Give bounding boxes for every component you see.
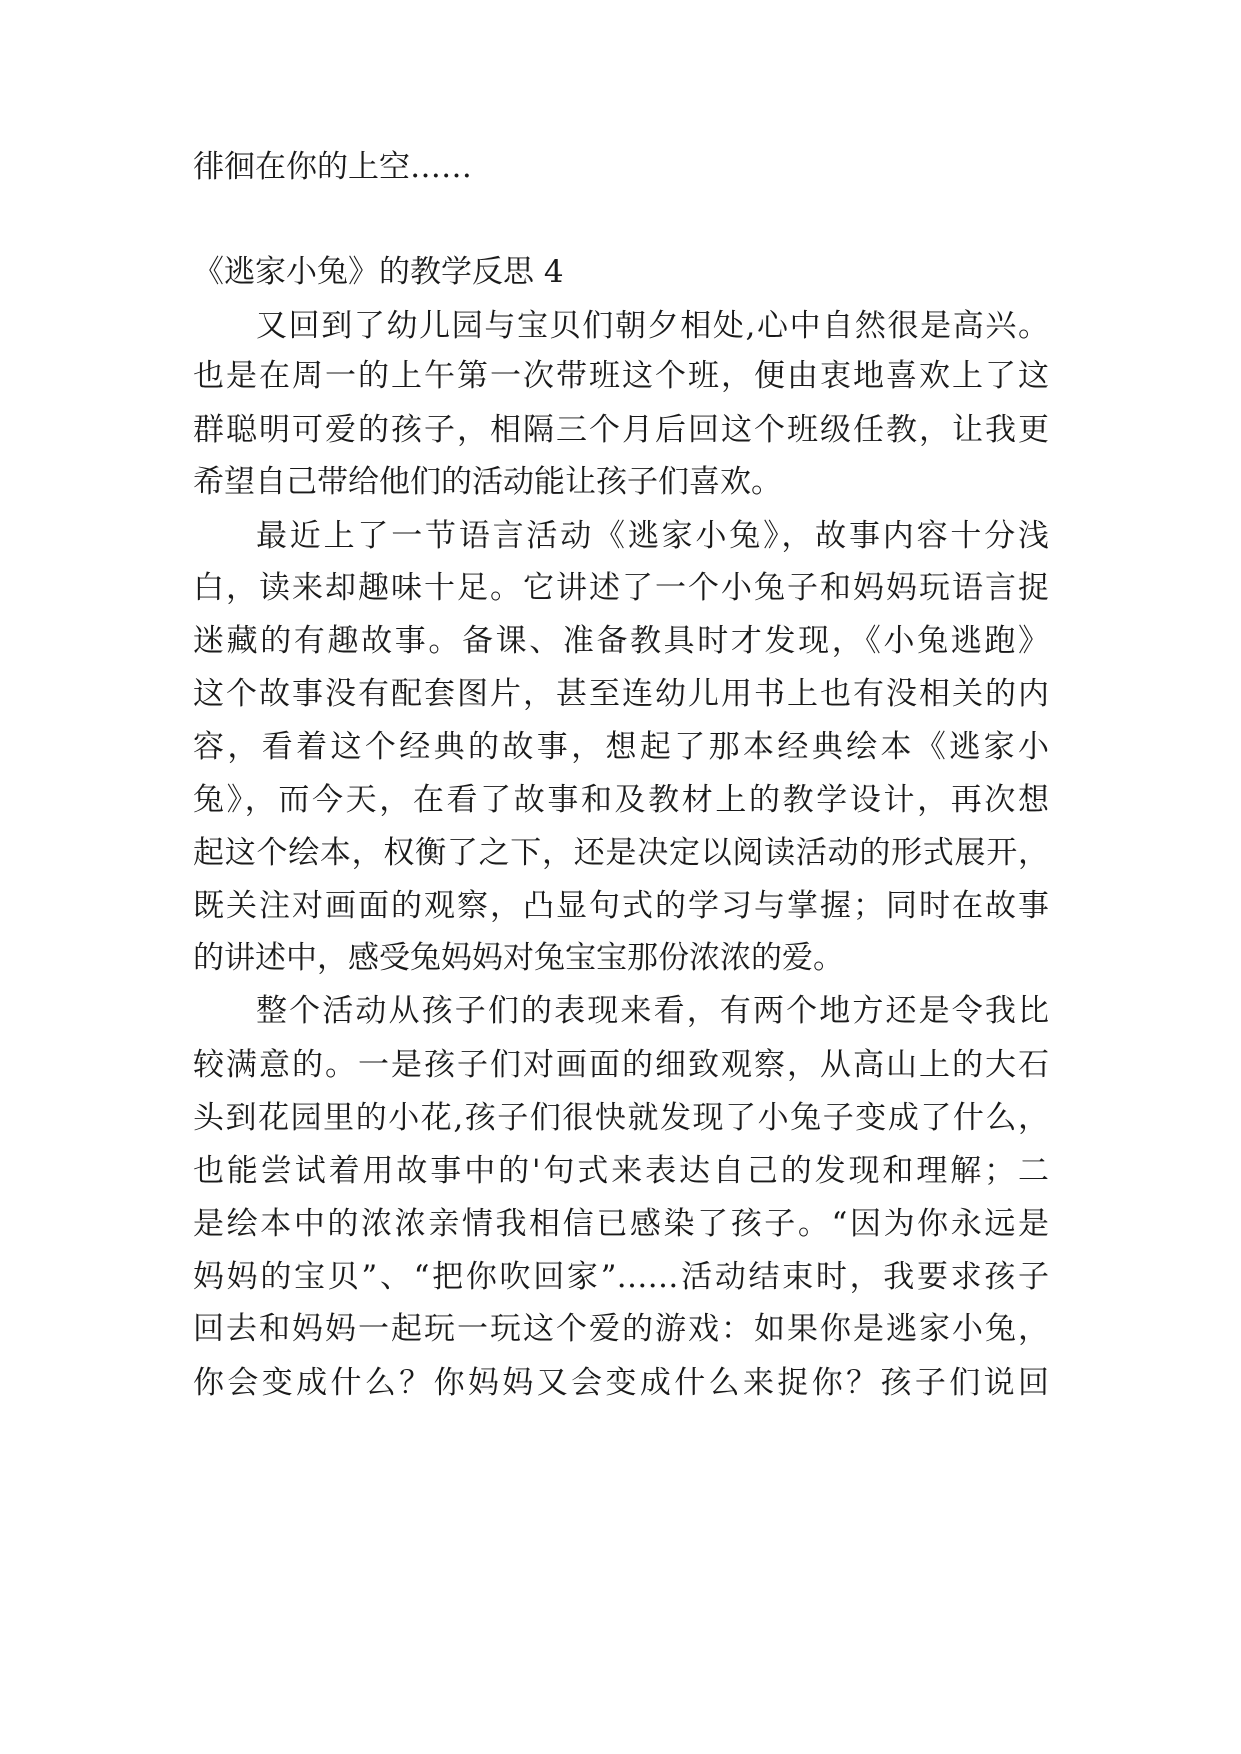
paragraph-2-line-3: 迷藏的有趣故事。备课、准备教具时才发现，《小兔逃跑》 <box>193 623 1049 659</box>
paragraph-1-line-2: 也是在周一的上午第一次带班这个班，便由衷地喜欢上了这 <box>193 358 1049 394</box>
paragraph-3-line-5: 是绘本中的浓浓亲情我相信已感染了孩子。“因为你永远是 <box>193 1206 1049 1242</box>
paragraph-1-line-4: 希望自己带给他们的活动能让孩子们喜欢。 <box>193 464 782 500</box>
paragraph-2-line-2: 白，读来却趣味十足。它讲述了一个小兔子和妈妈玩语言捉 <box>193 570 1049 606</box>
paragraph-3-line-3: 头到花园里的小花,孩子们很快就发现了小兔子变成了什么， <box>193 1100 1049 1136</box>
paragraph-3-line-1: 整个活动从孩子们的表现来看，有两个地方还是令我比 <box>256 993 1049 1029</box>
intro-line: 徘徊在你的上空…… <box>193 149 472 185</box>
paragraph-3-line-2: 较满意的。一是孩子们对画面的细致观察，从高山上的大石 <box>193 1047 1049 1083</box>
section-heading: 《逃家小兔》的教学反思 4 <box>193 254 564 290</box>
paragraph-3-line-6: 妈妈的宝贝”、“把你吹回家”……活动结束时，我要求孩子 <box>193 1259 1049 1295</box>
paragraph-3-line-8: 你会变成什么？你妈妈又会变成什么来捉你？孩子们说回 <box>193 1365 1049 1401</box>
paragraph-1-line-1: 又回到了幼儿园与宝贝们朝夕相处,心中自然很是高兴。 <box>256 308 1049 344</box>
paragraph-2-line-1: 最近上了一节语言活动《逃家小兔》，故事内容十分浅 <box>256 518 1049 554</box>
paragraph-2-line-6: 兔》，而今天，在看了故事和及教材上的教学设计，再次想 <box>193 782 1049 818</box>
paragraph-2-line-5: 容，看着这个经典的故事，想起了那本经典绘本《逃家小 <box>193 729 1049 765</box>
paragraph-1-line-3: 群聪明可爱的孩子，相隔三个月后回这个班级任教，让我更 <box>193 412 1049 448</box>
paragraph-2-line-9: 的讲述中，感受兔妈妈对兔宝宝那份浓浓的爱。 <box>193 940 844 976</box>
paragraph-2-line-8: 既关注对画面的观察，凸显句式的学习与掌握；同时在故事 <box>193 888 1049 924</box>
paragraph-3-line-7: 回去和妈妈一起玩一玩这个爱的游戏：如果你是逃家小兔， <box>193 1311 1049 1347</box>
paragraph-2-line-7: 起这个绘本，权衡了之下，还是决定以阅读活动的形式展开， <box>193 835 1049 871</box>
paragraph-2-line-4: 这个故事没有配套图片，甚至连幼儿用书上也有没相关的内 <box>193 676 1049 712</box>
paragraph-3-line-4: 也能尝试着用故事中的'句式来表达自己的发现和理解；二 <box>193 1153 1049 1189</box>
